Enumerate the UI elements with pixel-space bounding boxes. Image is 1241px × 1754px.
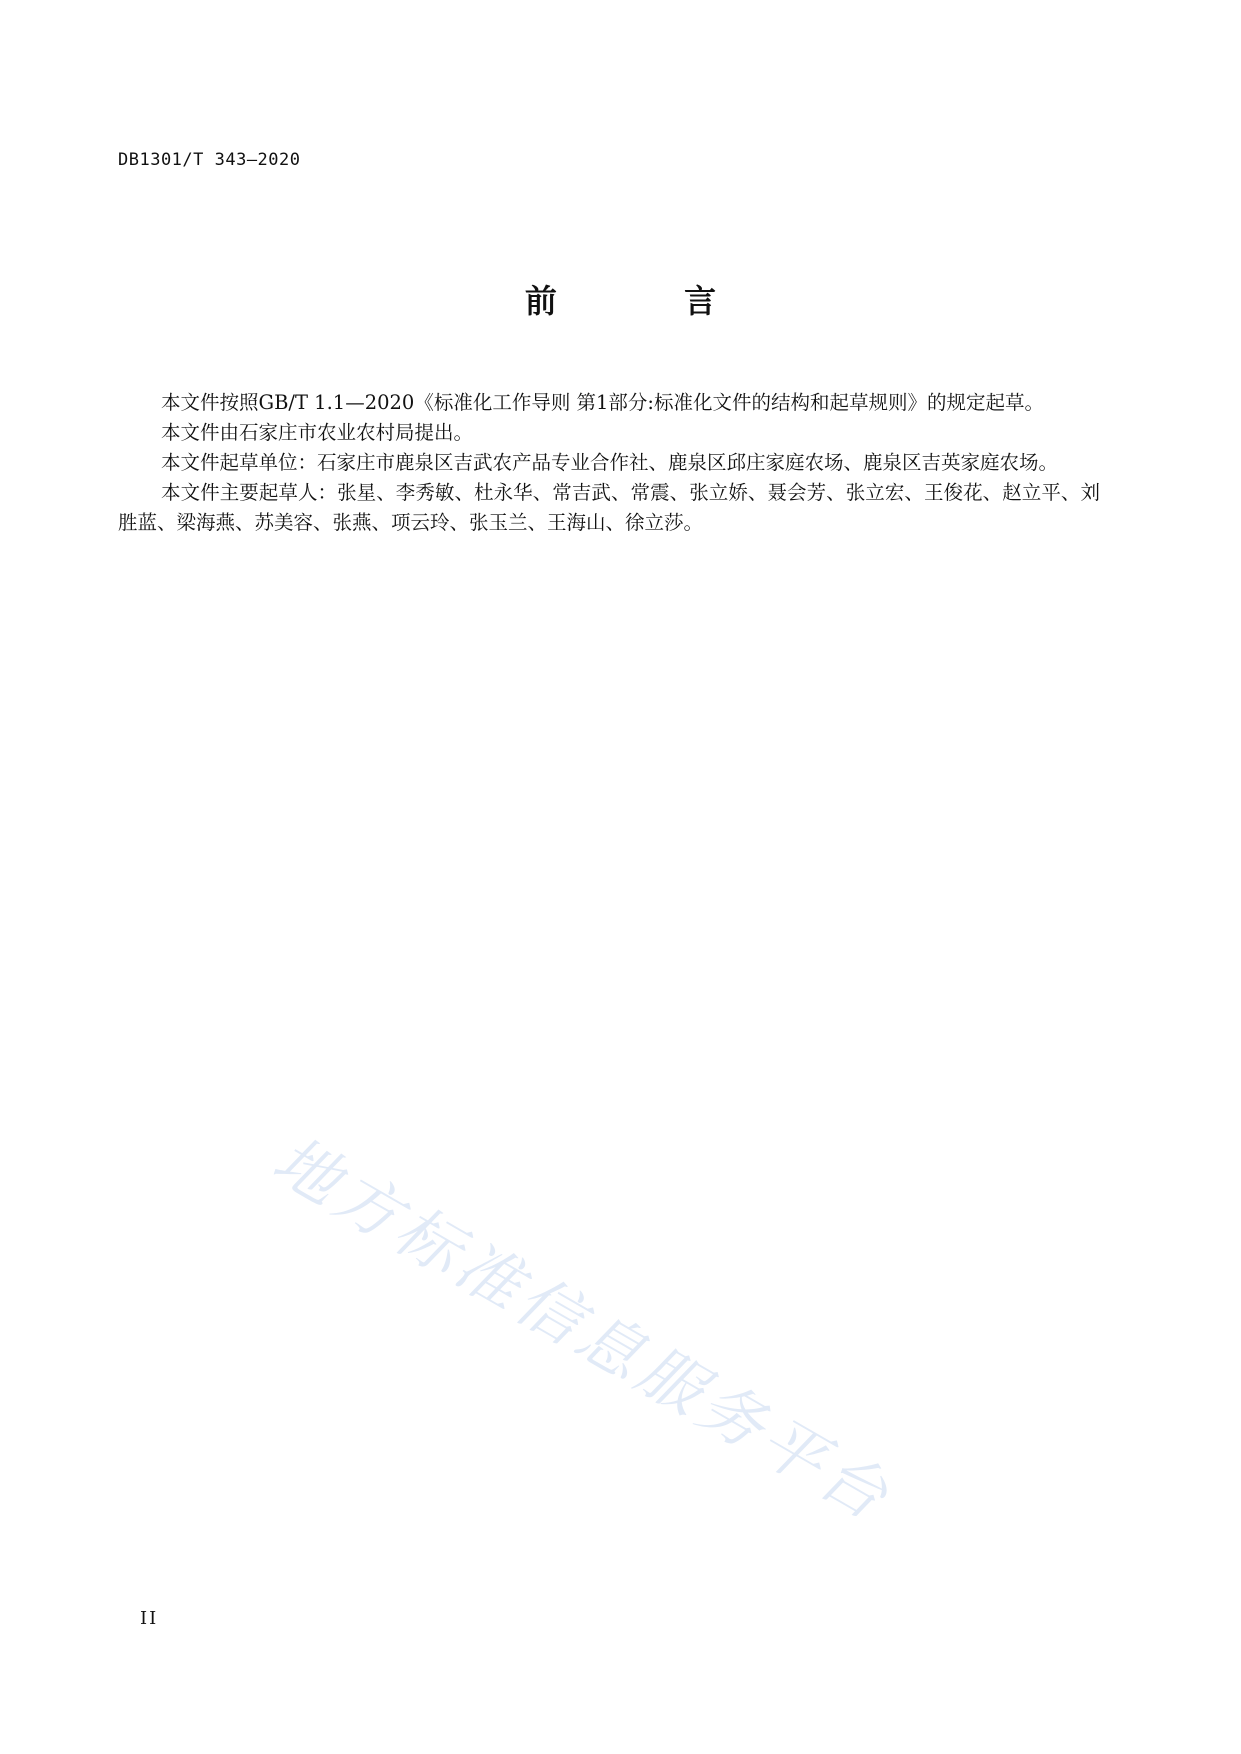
- paragraph-drafters: 本文件主要起草人：张星、李秀敏、杜永华、常吉武、常震、张立娇、聂会芳、张立宏、王俊花、赵立平、刘胜蓝、梁海燕、苏美容、张燕、项云玲、张玉兰、王海山、徐立莎。: [118, 481, 1100, 534]
- document-code: DB1301/T 343—2020: [118, 150, 301, 170]
- paragraph-proposer: 本文件由石家庄市农业农村局提出。: [161, 421, 474, 444]
- watermark: 地方标准信息服务平台: [260, 1122, 904, 1538]
- paragraph-drafting-rules: 本文件按照GB/T 1.1—2020《标准化工作导则 第1部分:标准化文件的结构和起草规则》的规定起草。: [161, 391, 1044, 414]
- foreword-body: [118, 388, 1100, 538]
- page-number: II: [140, 1608, 159, 1629]
- paragraph-drafting-units: 本文件起草单位：石家庄市鹿泉区吉武农产品专业合作社、鹿泉区邱庄家庭农场、鹿泉区吉英家庭农场。: [161, 451, 1059, 474]
- page-title: 前 言: [524, 282, 775, 320]
